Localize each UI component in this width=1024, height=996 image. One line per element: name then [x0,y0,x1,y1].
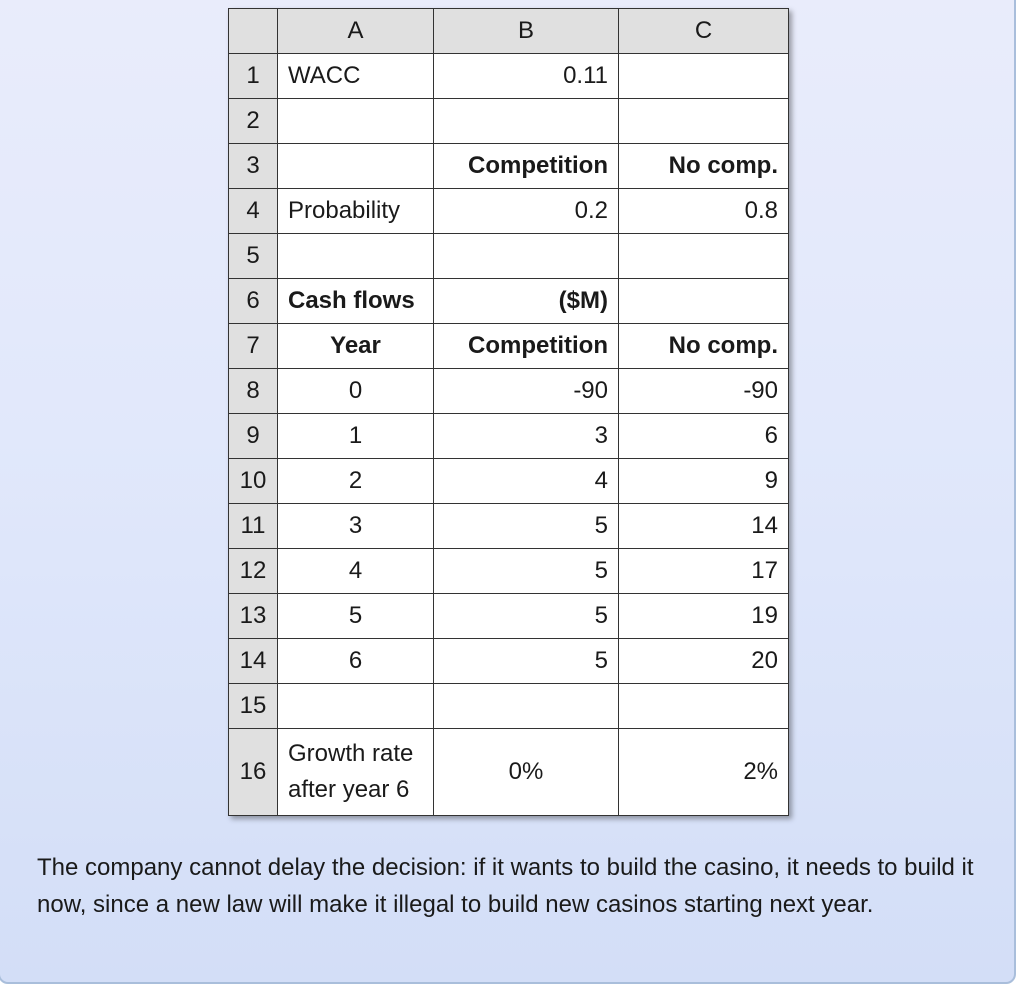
cell-c3: No comp. [619,144,789,189]
cell-b16: 0% [434,729,619,816]
cell-a4: Probability [278,189,434,234]
cell-b14: 5 [434,639,619,684]
cell-c14: 20 [619,639,789,684]
problem-note: The company cannot delay the decision: if it wants to build the casino, it needs to build it now, since a new law will make it illegal to build new casinos starting next year. [37,854,974,918]
cell-a3 [278,144,434,189]
table-row [229,99,789,144]
cell-a8: 0 [278,369,434,414]
cell-b13: 5 [434,594,619,639]
row-header: 15 [229,684,278,729]
cell-a5 [278,234,434,279]
table-row [229,369,789,414]
cell-b5 [434,234,619,279]
row-header: 4 [229,189,278,234]
cell-b10: 4 [434,459,619,504]
table-row [229,54,789,99]
cell-b7: Competition [434,324,619,369]
row-header: 5 [229,234,278,279]
cell-b3: Competition [434,144,619,189]
cell-c10: 9 [619,459,789,504]
table-row [229,414,789,459]
cell-b2 [434,99,619,144]
row-header: 3 [229,144,278,189]
row-header: 6 [229,279,278,324]
cell-c13: 19 [619,594,789,639]
row-header: 12 [229,549,278,594]
cell-a1: WACC [278,54,434,99]
cell-a11: 3 [278,504,434,549]
cell-c12: 17 [619,549,789,594]
cell-a12: 4 [278,549,434,594]
cell-a10: 2 [278,459,434,504]
cell-b6: ($M) [434,279,619,324]
cell-b1: 0.11 [434,54,619,99]
spreadsheet [228,8,789,816]
cell-b15 [434,684,619,729]
cell-c8: -90 [619,369,789,414]
cell-c2 [619,99,789,144]
table-row [229,549,789,594]
cell-a6: Cash flows [278,279,434,324]
corner-cell [229,9,278,54]
cell-b11: 5 [434,504,619,549]
row-header: 2 [229,99,278,144]
cell-c15 [619,684,789,729]
cell-a7: Year [278,324,434,369]
spreadsheet-table [228,8,789,816]
cell-c1 [619,54,789,99]
cell-a16: Growth rate after year 6 [278,729,434,816]
row-header: 9 [229,414,278,459]
cell-a15 [278,684,434,729]
table-row [229,324,789,369]
cell-c5 [619,234,789,279]
row-header: 7 [229,324,278,369]
table-row [229,684,789,729]
row-header: 10 [229,459,278,504]
row-header: 11 [229,504,278,549]
cell-c7: No comp. [619,324,789,369]
row-header: 8 [229,369,278,414]
cell-b4: 0.2 [434,189,619,234]
row-header: 14 [229,639,278,684]
cell-b8: -90 [434,369,619,414]
cell-a14: 6 [278,639,434,684]
cell-a13: 5 [278,594,434,639]
cell-a9: 1 [278,414,434,459]
table-row [229,639,789,684]
table-row [229,459,789,504]
table-row [229,234,789,279]
column-header-a: A [278,9,434,54]
cell-c9: 6 [619,414,789,459]
column-header-b: B [434,9,619,54]
row-header: 13 [229,594,278,639]
table-row [229,279,789,324]
cell-c6 [619,279,789,324]
table-row [229,594,789,639]
cell-a2 [278,99,434,144]
cell-b12: 5 [434,549,619,594]
cell-b9: 3 [434,414,619,459]
column-header-c: C [619,9,789,54]
cell-c11: 14 [619,504,789,549]
row-header: 1 [229,54,278,99]
cell-c4: 0.8 [619,189,789,234]
table-row [229,144,789,189]
table-row [229,189,789,234]
table-row [229,729,789,816]
cell-c16: 2% [619,729,789,816]
row-header: 16 [229,729,278,816]
table-row [229,504,789,549]
